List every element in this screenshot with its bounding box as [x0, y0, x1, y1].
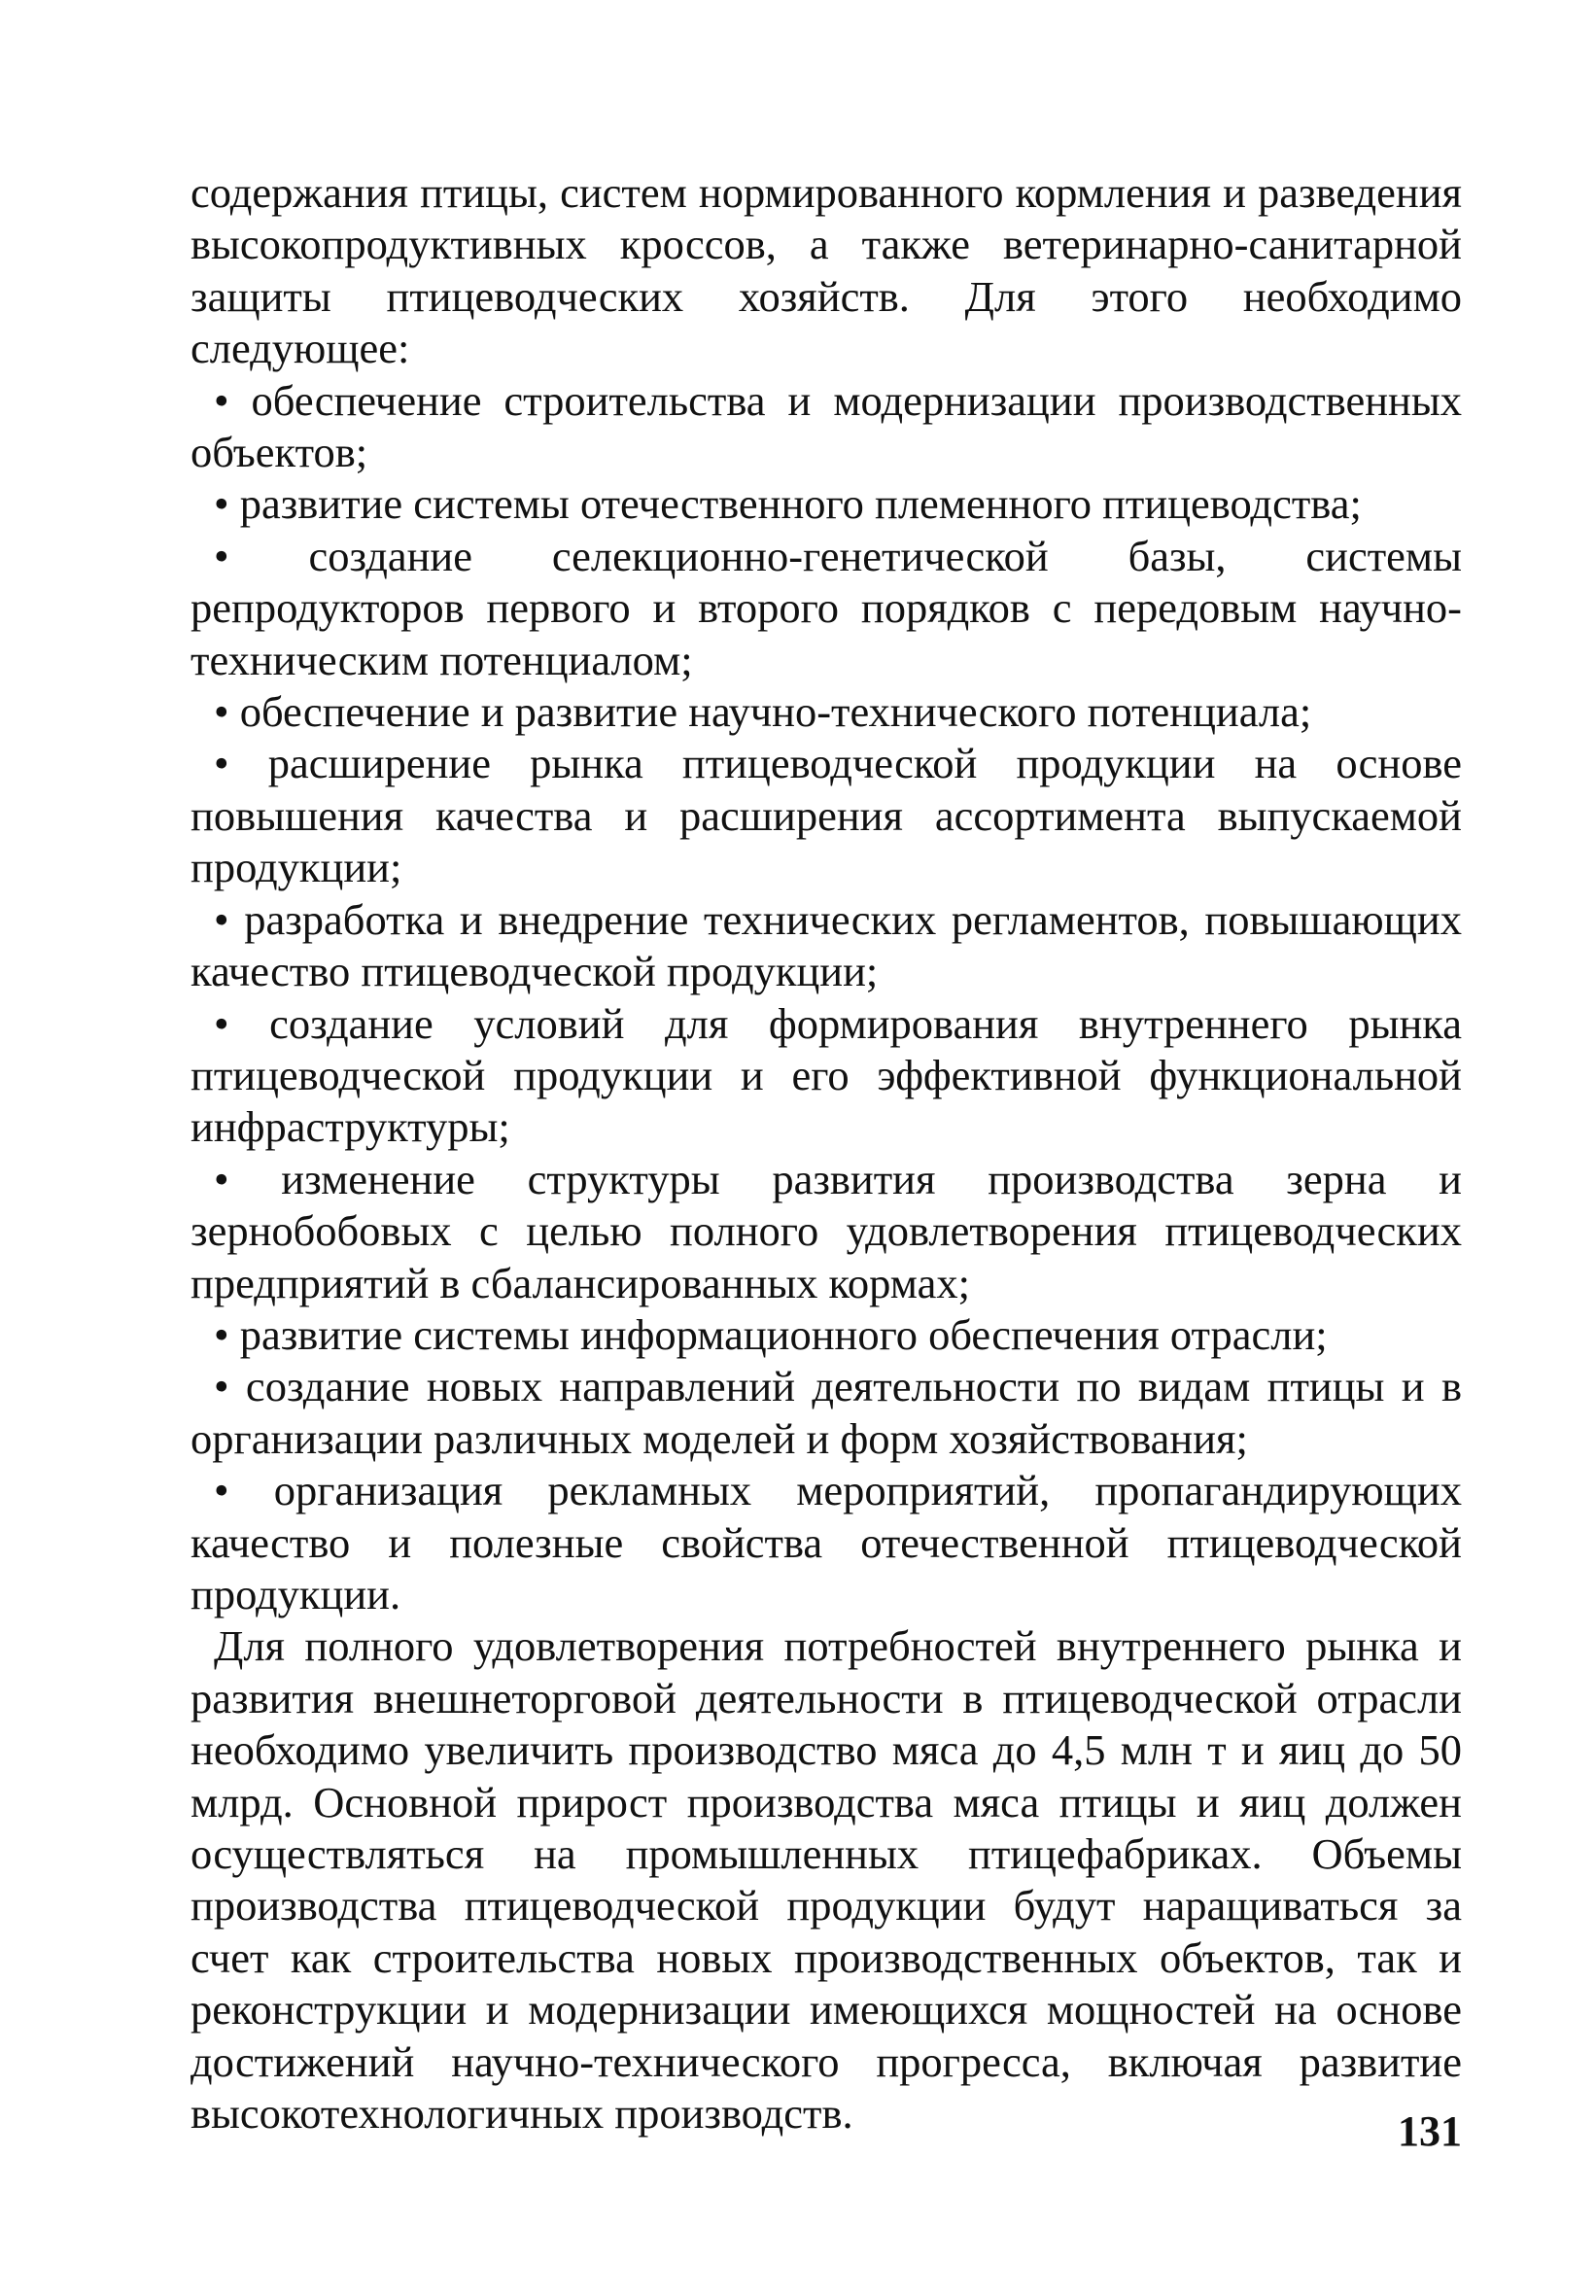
bullet-item: • разработка и внедрение технических регламентов, повышающих качество птицеводческой продукции;	[191, 894, 1462, 996]
closing-paragraph: Для полного удовлетворения потребностей внутреннего рынка и развития внешнеторговой деятельности в птицеводческой отрасли необходимо увеличить производство мяса до 4,5 млн т и яиц до 50 млрд. Основной прирост производства мяса птицы и яиц должен осуществляться на промышленных птицефабриках. Объемы производства птицеводческой продукции будут наращиваться за счет как строительства новых производственных объектов, так и реконструкции и модернизации имеющихся мощностей на основе достижений научно-технического прогресса, включая развитие высокотехнологичных производств.	[191, 1621, 1462, 2139]
bullet-item: • изменение структуры развития производства зерна и зернобобовых с целью полного удовлетворения птицеводческих предприятий в сбалансированных кормах;	[191, 1154, 1462, 1307]
bullet-item: • обеспечение строительства и модернизации производственных объектов;	[191, 375, 1462, 477]
page-number: 131	[1398, 2107, 1462, 2155]
bullet-item: • развитие системы отечественного племенного птицеводства;	[214, 479, 1362, 529]
bullet-item: • обеспечение и развитие научно-технического потенциала;	[214, 687, 1312, 737]
page-body	[191, 167, 1462, 2139]
bullet-item: • организация рекламных мероприятий, пропагандирующих качество и полезные свойства отечественной птицеводческой продукции.	[191, 1466, 1462, 1618]
bullet-item: • создание новых направлений деятельности по видам птицы и в организации различных моделей и форм хозяйствования;	[191, 1362, 1462, 1463]
bullet-item: • развитие системы информационного обеспечения отрасли;	[214, 1309, 1328, 1359]
bullet-item: • создание селекционно-генетической базы, системы репродукторов первого и второго порядков с передовым научно-техническим потенциалом;	[191, 531, 1462, 684]
bullet-item: • расширение рынка птицеводческой продукции на основе повышения качества и расширения ассортимента выпускаемой продукции;	[191, 739, 1462, 892]
intro-paragraph: содержания птицы, систем нормированного кормления и разведения высокопродуктивных кроссов, а также ветеринарно-санитарной защиты птицеводческих хозяйств. Для этого необходимо следующее:	[191, 168, 1462, 373]
bullet-item: • создание условий для формирования внутреннего рынка птицеводческой продукции и его эффективной функциональной инфраструктуры;	[191, 998, 1462, 1152]
